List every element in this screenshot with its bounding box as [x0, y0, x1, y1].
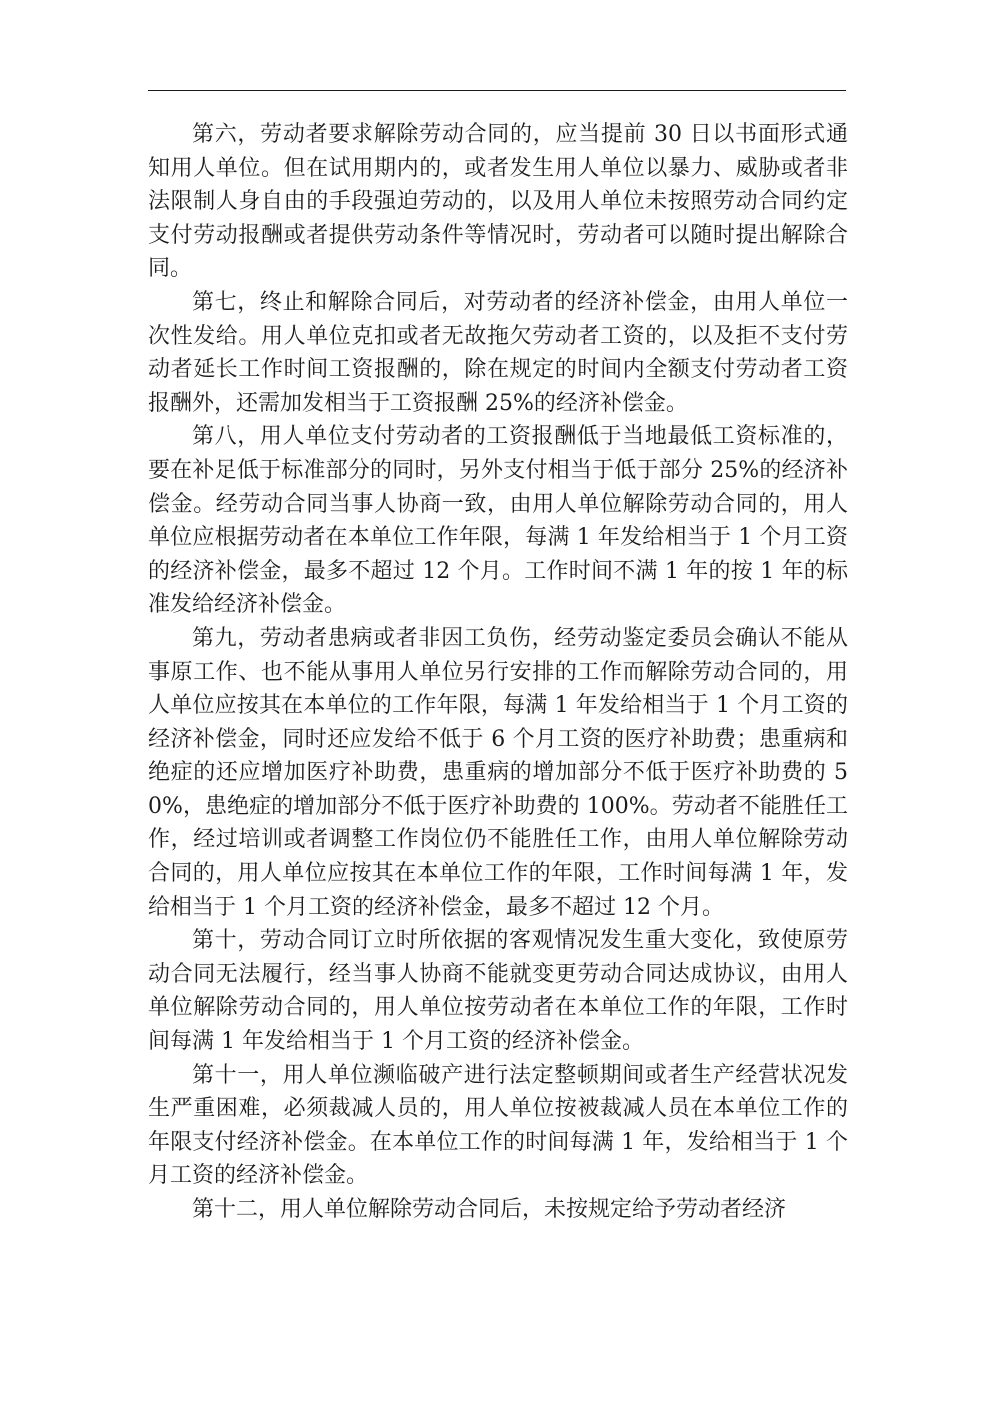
header-rule	[148, 90, 846, 91]
paragraph-article-7: 第七，终止和解除合同后，对劳动者的经济补偿金，由用人单位一次性发给。用人单位克扣或者无故拖欠劳动者工资的，以及拒不支付劳动者延长工作时间工资报酬的，除在规定的时间内全额支付劳动者工资报酬外，还需加发相当于工资报酬 25%的经济补偿金。	[148, 289, 848, 416]
paragraph-article-9: 第九，劳动者患病或者非因工负伤，经劳动鉴定委员会确认不能从事原工作、也不能从事用人单位另行安排的工作而解除劳动合同的，用人单位应按其在本单位的工作年限，每满 1 年发给相当于 1 个月工资的经济补偿金，同时还应发给不低于 6 个月工资的医疗补助费；患重病和绝症的还应增加医疗补助费，患重病的增加部分不低于医疗补助费的 50%，患绝症的增加部分不低于医疗补助费的 100%。劳动者不能胜任工作，经过培训或者调整工作岗位仍不能胜任工作，由用人单位解除劳动合同的，用人单位应按其在本单位工作的年限，工作时间每满 1 年，发给相当于 1 个月工资的经济补偿金，最多不超过 12 个月。	[148, 625, 848, 920]
paragraph-article-11: 第十一，用人单位濒临破产进行法定整顿期间或者生产经营状况发生严重困难，必须裁减人员的，用人单位按被裁减人员在本单位工作的年限支付经济补偿金。在本单位工作的时间每满 1 年，发给相当于 1 个月工资的经济补偿金。	[148, 1062, 848, 1189]
paragraph-article-6: 第六，劳动者要求解除劳动合同的，应当提前 30 日以书面形式通知用人单位。但在试用期内的，或者发生用人单位以暴力、威胁或者非法限制人身自由的手段强迫劳动的，以及用人单位未按照劳动合同约定支付劳动报酬或者提供劳动条件等情况时，劳动者可以随时提出解除合同。	[148, 122, 848, 282]
paragraph-article-8: 第八，用人单位支付劳动者的工资报酬低于当地最低工资标准的，要在补足低于标准部分的同时，另外支付相当于低于部分 25%的经济补偿金。经劳动合同当事人协商一致，由用人单位解除劳动合同的，用人单位应根据劳动者在本单位工作年限，每满 1 年发给相当于 1 个月工资的经济补偿金，最多不超过 12 个月。工作时间不满 1 年的按 1 年的标准发给经济补偿金。	[148, 424, 848, 618]
document-body	[148, 118, 848, 1227]
paragraph-article-10: 第十，劳动合同订立时所依据的客观情况发生重大变化，致使原劳动合同无法履行，经当事人协商不能就变更劳动合同达成协议，由用人单位解除劳动合同的，用人单位按劳动者在本单位工作的年限，工作时间每满 1 年发给相当于 1 个月工资的经济补偿金。	[148, 928, 848, 1055]
paragraph-article-12: 第十二，用人单位解除劳动合同后，未按规定给予劳动者经济	[192, 1197, 787, 1222]
